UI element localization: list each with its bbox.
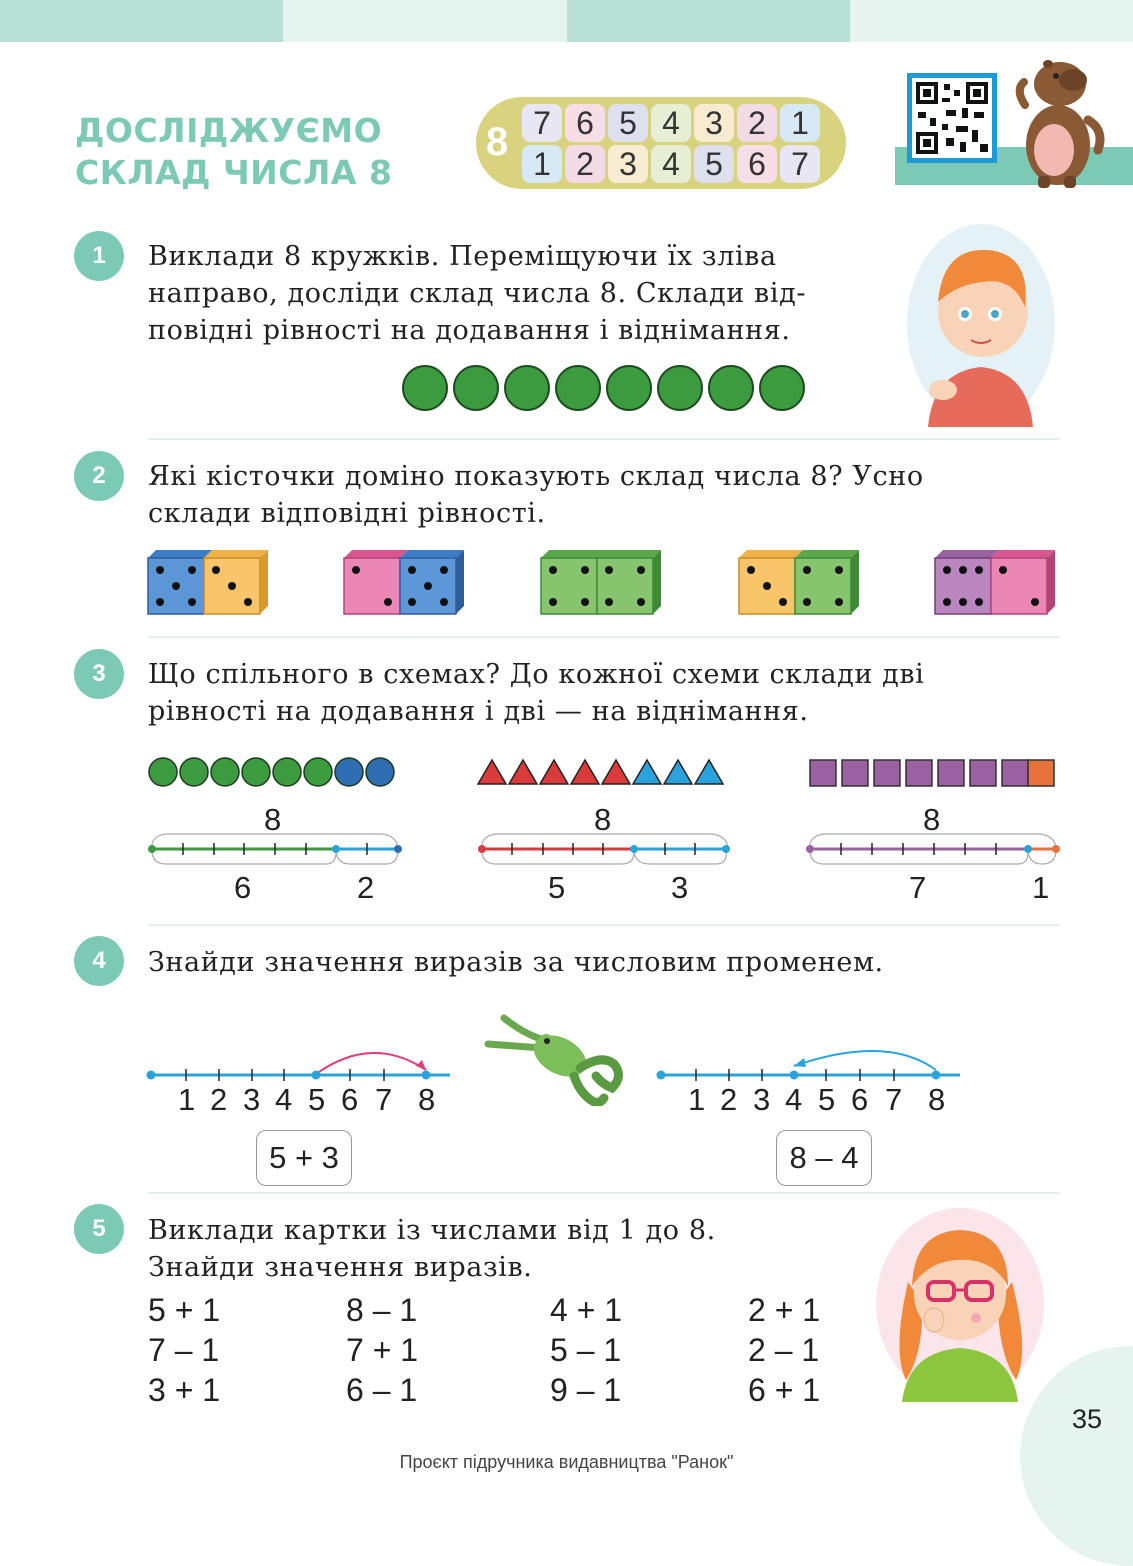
ray-right-label: 1 [688,1082,706,1117]
expression-column-1 [148,1290,220,1410]
ray-left-label: 6 [341,1082,359,1117]
task-1-line: повідні рівності на додавання і віднімання. [148,315,791,346]
eight-circles [400,362,810,414]
scheme-3-total: 8 [923,802,941,837]
frog-illustration [484,1004,630,1106]
expression: 7 – 1 [148,1332,220,1368]
task-number-5: 5 [74,1204,124,1254]
scheme-3-part-b: 1 [1032,870,1050,905]
title-line-1: ДОСЛІДЖУЄМО [75,111,383,150]
scheme-2-part-a: 5 [548,870,566,905]
task-1-line: направо, досліди склад числа 8. Склади від- [148,278,807,309]
top-bar-3 [567,0,850,42]
ray-left-label: 2 [210,1082,228,1117]
scheme-3-part-a: 7 [909,870,927,905]
separator [148,924,1060,926]
ray-left-label: 5 [308,1082,326,1117]
top-bar-1 [0,0,283,42]
task-1-text [148,238,806,349]
domino-6-2 [933,548,1063,616]
bottom-cell: 6 [737,145,777,183]
girl-illustration [872,1202,1048,1402]
expression: 8 – 1 [346,1292,418,1328]
separator [148,438,1060,440]
bottom-cell: 4 [651,145,691,183]
bottom-cell: 5 [694,145,734,183]
ray-left-label: 3 [243,1082,261,1117]
domino-5-3 [146,548,274,616]
task-number-3: 3 [74,649,124,699]
ray-right-label: 2 [720,1082,738,1117]
domino-3-4 [737,548,865,616]
scheme-1-part-b: 2 [357,870,375,905]
expression: 4 + 1 [550,1292,623,1328]
task-1-line: Виклади 8 кружків. Переміщуючи їх зліва [148,241,777,272]
expression: 2 + 1 [748,1292,821,1328]
task-number-4: 4 [74,936,124,986]
task-number-1: 1 [74,231,124,281]
expression-column-4 [748,1290,820,1410]
expression: 2 – 1 [748,1332,820,1368]
scheme-1-part-a: 6 [234,870,252,905]
top-cell: 6 [565,104,605,142]
separator [148,1192,1060,1194]
ray-left-label: 1 [178,1082,196,1117]
page-number: 35 [1072,1404,1103,1434]
top-cell: 2 [737,104,777,142]
domino-4-4 [539,548,667,616]
expression-column-2 [346,1290,418,1410]
task-4-text: Знайди значення виразів за числовим променем. [148,947,884,978]
bottom-cell: 1 [522,145,562,183]
expression-box-right: 8 – 4 [776,1130,872,1186]
bottom-cell: 3 [608,145,648,183]
title-line-2: СКЛАД ЧИСЛА 8 [75,153,393,192]
ray-right-label: 4 [785,1082,803,1117]
composition-number: 8 [486,120,509,164]
expression: 6 – 1 [346,1372,418,1408]
bottom-cell: 7 [780,145,820,183]
top-cell: 1 [780,104,820,142]
separator [148,636,1060,638]
ray-left-label: 7 [375,1082,393,1117]
top-cell: 5 [608,104,648,142]
top-bar-4 [850,0,1133,42]
task-3-text [148,656,924,730]
top-bar-2 [283,0,567,42]
task-number-2: 2 [74,451,124,501]
task-5-line: Виклади картки із числами від 1 до 8. [148,1215,716,1246]
boy-illustration [903,222,1058,427]
capybara-illustration [1010,50,1120,190]
ray-right-label: 8 [928,1082,946,1117]
task-2-line: склади відповідні рівності. [148,498,546,529]
expression: 7 + 1 [346,1332,419,1368]
ray-left-label: 8 [418,1082,436,1117]
task-3-line: Що спільного в схемах? До кожної схеми склади дві [148,659,925,690]
scheme-2-part-b: 3 [671,870,689,905]
ray-right-label: 6 [851,1082,869,1117]
scheme-1-total: 8 [264,802,282,837]
bottom-cell: 2 [565,145,605,183]
task-3-line: рівності на додавання і дві — на віднімання. [148,696,809,727]
task-5-line: Знайди значення виразів. [148,1252,533,1283]
task-2-line: Які кісточки доміно показують склад числа 8? Усно [148,461,924,492]
expression-column-3 [550,1290,622,1410]
ray-left-label: 4 [275,1082,293,1117]
expression: 6 + 1 [748,1372,821,1408]
footer-note: Проєкт підручника видавництва "Ранок" [399,1452,734,1472]
ray-right-label: 5 [818,1082,836,1117]
expression: 9 – 1 [550,1372,622,1408]
ray-right-label: 7 [885,1082,903,1117]
qr-code-icon[interactable] [907,73,997,163]
ray-right-label: 3 [753,1082,771,1117]
expression: 5 – 1 [550,1332,622,1368]
task-2-text [148,458,924,532]
expression: 5 + 1 [148,1292,221,1328]
page-title [75,110,392,194]
top-cell: 4 [651,104,691,142]
task-5-text [148,1212,716,1286]
top-cell: 7 [522,104,562,142]
expression: 3 + 1 [148,1372,221,1408]
top-cell: 3 [694,104,734,142]
domino-1-5 [342,548,470,616]
expression-box-left: 5 + 3 [256,1130,352,1186]
scheme-2-total: 8 [594,802,612,837]
